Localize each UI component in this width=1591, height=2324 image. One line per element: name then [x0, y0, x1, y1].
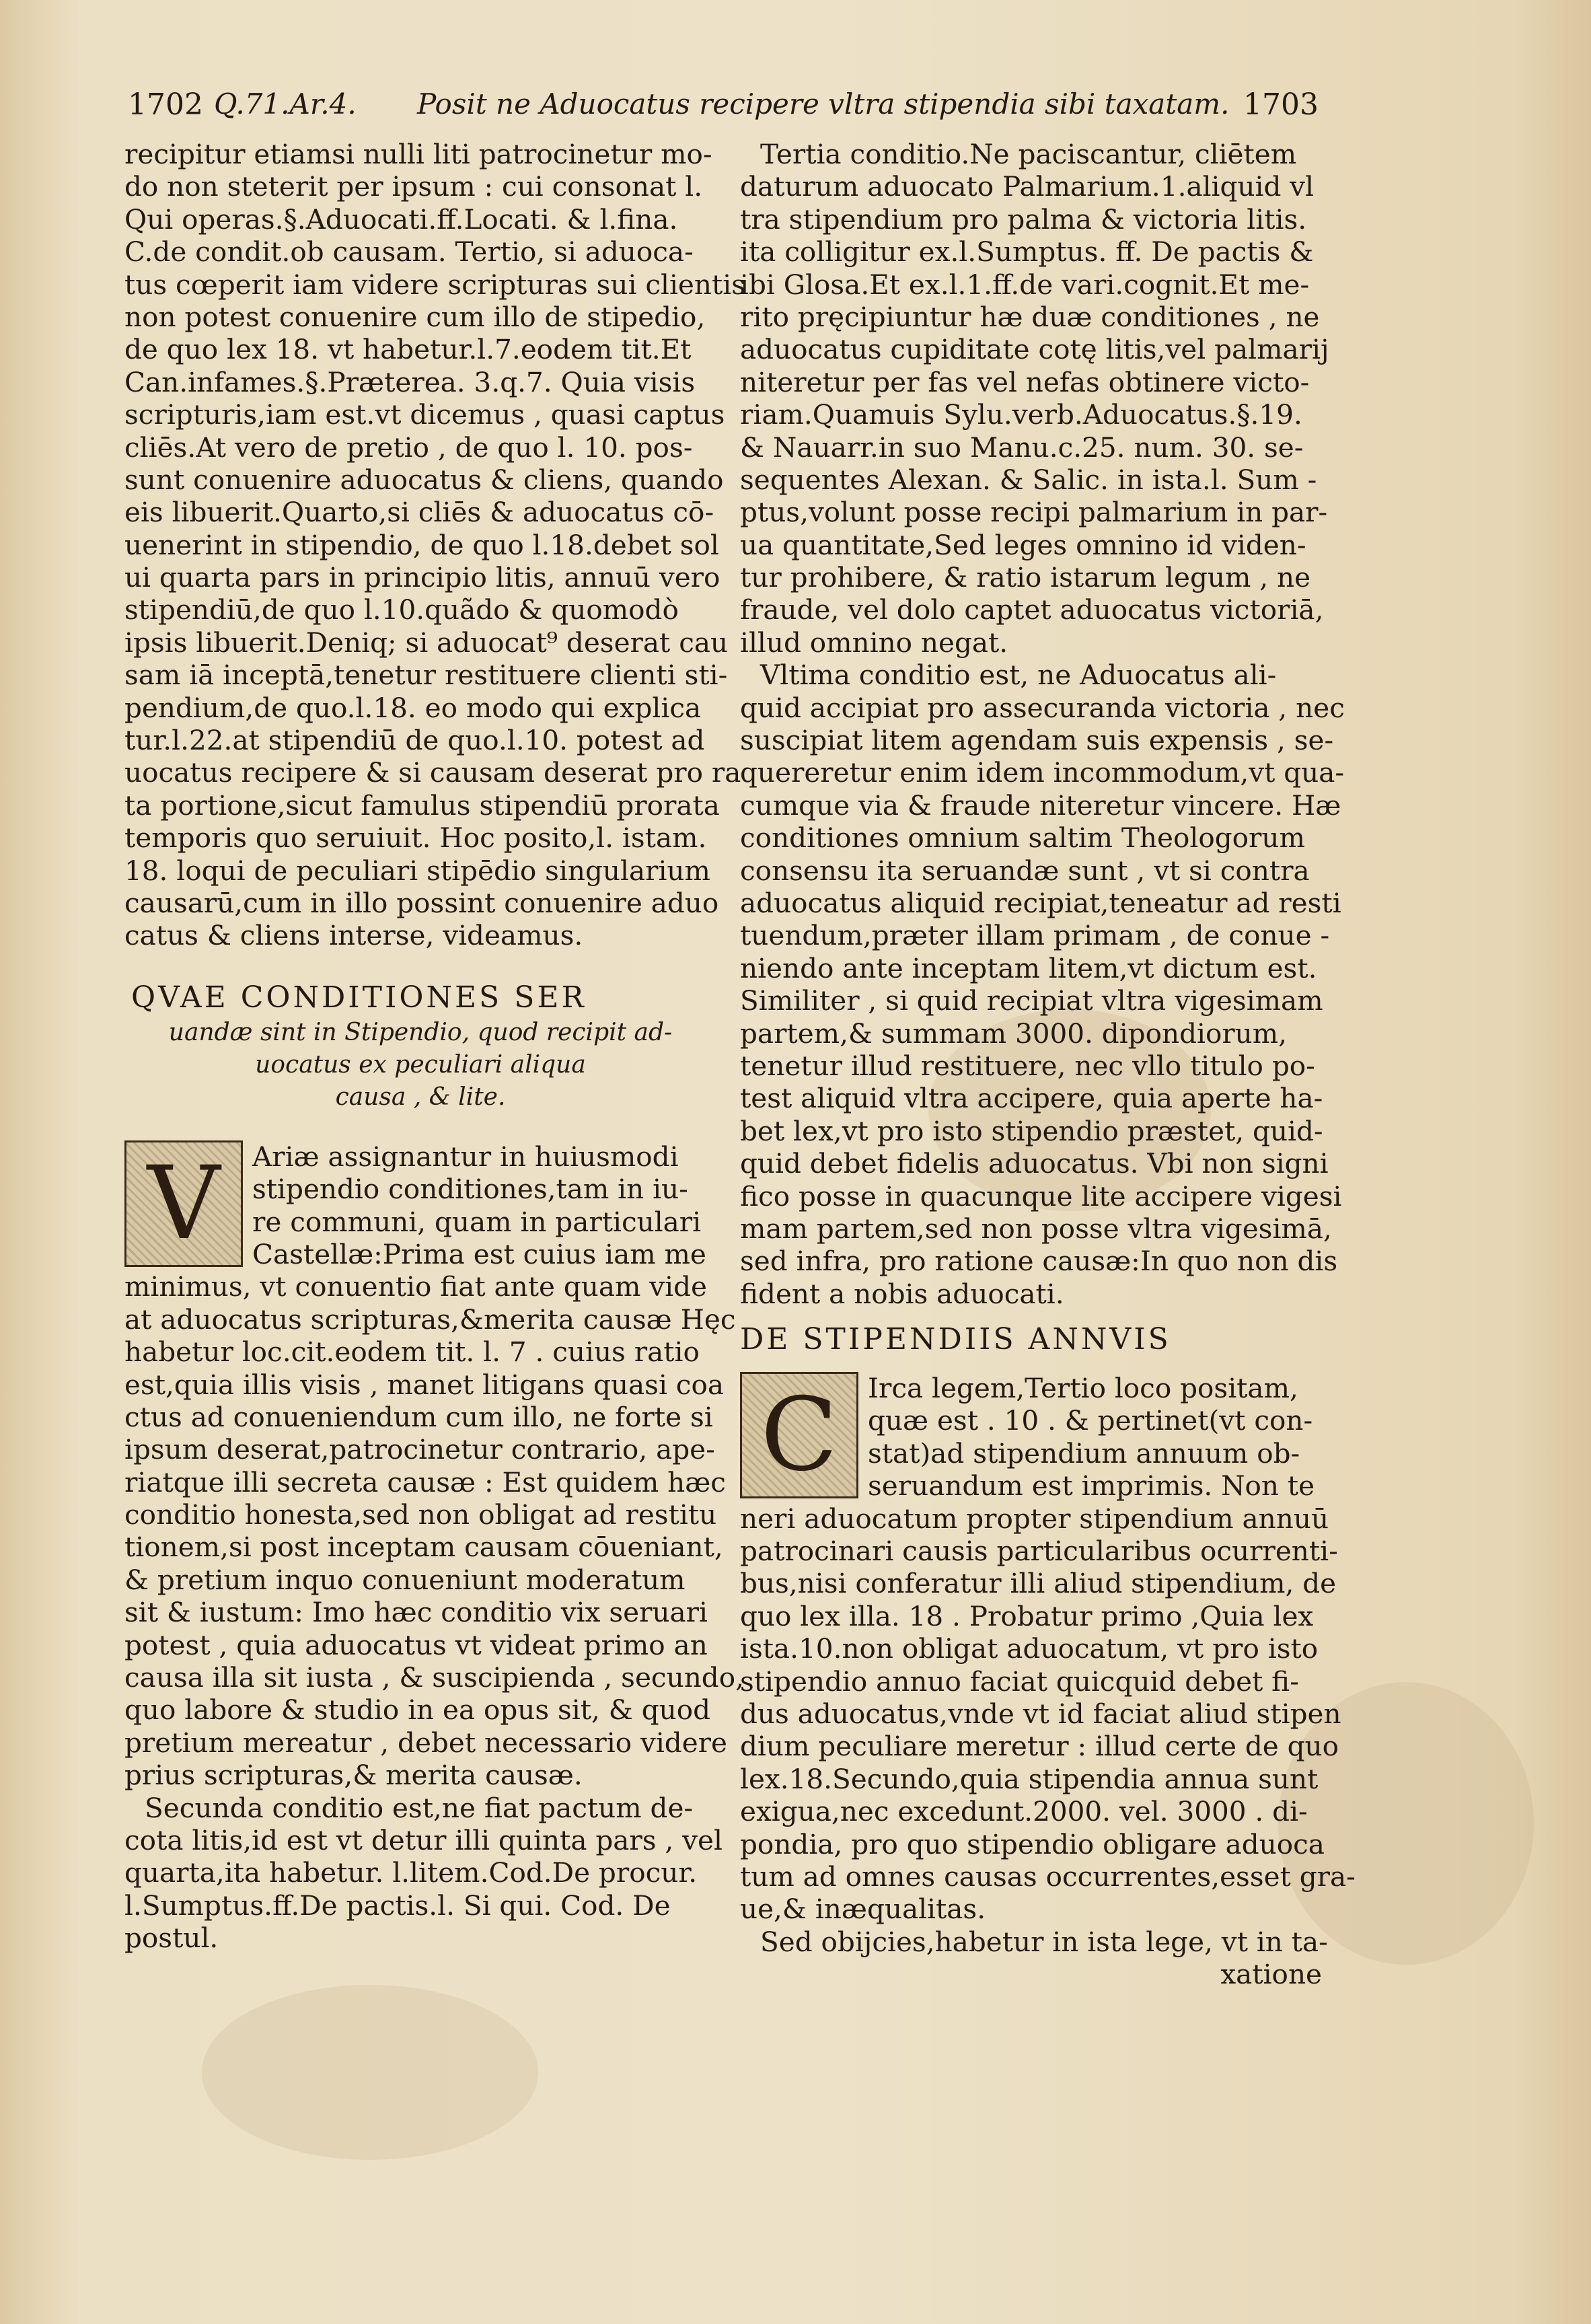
initial-lines — [858, 1372, 1329, 1502]
text-line: pendium,de quo.l.18. eo modo qui explica — [124, 691, 702, 724]
running-title: Posit ne Aduocatus recipere vltra stipendia sibi taxatam. — [417, 87, 1230, 120]
text-line: lex.18.Secundo,quia stipendia annua sunt — [740, 1762, 1319, 1795]
text-line: quid debet fidelis aduocatus. Vbi non signi — [740, 1147, 1329, 1180]
text-line: 18. loqui de peculiari stipēdio singularium — [124, 854, 710, 887]
text-line: sit & iustum: Imo hæc conditio vix seruari — [124, 1596, 708, 1629]
text-line: ui quarta pars in principio litis, annuū vero — [124, 561, 720, 594]
text-line: sam iā inceptā,tenetur restituere clienti sti- — [124, 659, 728, 692]
text-line: pretium mereatur , debet necessario videre — [124, 1726, 728, 1759]
text-line: non potest conuenire cum illo de stipedio, — [124, 300, 706, 333]
text-line: seruandum est imprimis. Non te — [868, 1469, 1315, 1502]
text-line: causarū,cum in illo possint conuenire aduo — [124, 886, 719, 919]
text-line: tuendum,præter illam primam , de conue - — [740, 919, 1330, 952]
text-line: minimus, vt conuentio fiat ante quam vide — [124, 1270, 708, 1303]
text-line: bet lex,vt pro isto stipendio præstet, quid- — [740, 1114, 1323, 1147]
tertia-paragraph — [740, 138, 1329, 659]
text-line: potest , quia aduocatus vt videat primo an — [124, 1628, 708, 1661]
text-line: Qui operas.§.Aduocati.ff.Locati. & l.fina. — [124, 203, 678, 235]
text-line: stipendio annuo faciat quicquid debet fi- — [740, 1665, 1299, 1698]
decorated-initial-v — [124, 1140, 243, 1267]
text-line: uenerint in stipendio, de quo l.18.debet sol — [124, 528, 719, 561]
text-line: aduocatus aliquid recipiat,teneatur ad resti — [740, 886, 1341, 919]
text-line: conditio honesta,sed non obligat ad restitu — [124, 1498, 717, 1531]
text-line: ue,& inæqualitas. — [740, 1893, 986, 1926]
text-line: stipendio conditiones,tam in iu- — [252, 1173, 688, 1206]
text-line: niendo ante inceptam litem,vt dictum est. — [740, 951, 1317, 984]
text-line: recipitur etiamsi nulli liti patrocinetur mo- — [124, 138, 712, 170]
text-line: tionem,si post inceptam causam cōueniant, — [124, 1531, 723, 1564]
folio-left: 1702 — [128, 87, 203, 122]
text-line: quid accipiat pro assecuranda victoria , nec — [740, 691, 1345, 724]
text-line: ipsum deserat,patrocinetur contrario, ape- — [124, 1433, 715, 1466]
left-column — [124, 138, 745, 1955]
text-line: quo lex illa. 18 . Probatur primo ,Quia lex — [740, 1599, 1314, 1632]
text-line: tur prohibere, & ratio istarum legum , ne — [740, 561, 1311, 594]
text-line: dium peculiare meretur : illud certe de quo — [740, 1730, 1339, 1763]
text-line: ipsis libuerit.Deniq; si aduocat⁹ deserat cau — [124, 626, 729, 659]
secunda-paragraph — [124, 1791, 723, 1955]
text-line: pondia, pro quo stipendio obligare aduoca — [740, 1827, 1325, 1860]
text-line: conditiones omnium saltim Theologorum — [740, 822, 1305, 855]
text-line: cliēs.At vero de pretio , de quo l. 10. pos- — [124, 431, 693, 464]
catchword: xatione — [1220, 1958, 1322, 1991]
text-line: ptus,volunt posse recipi palmarium in par- — [740, 496, 1328, 529]
text-line: do non steterit per ipsum : cui consonat l. — [124, 170, 703, 203]
text-line: temporis quo seruiuit. Hoc posito,l. istam. — [124, 822, 707, 855]
text-line: test aliquid vltra accipere, quia aperte ha- — [740, 1082, 1323, 1115]
text-line: sed infra, pro ratione causæ:In quo non dis — [740, 1245, 1338, 1278]
text-line: C.de condit.ob causam. Tertio, si aduoca- — [124, 235, 694, 268]
text-line: prius scripturas,& merita causæ. — [124, 1759, 583, 1792]
text-line: cota litis,id est vt detur illi quinta pars , vel — [124, 1823, 723, 1856]
text-line: eis libuerit.Quarto,si cliēs & aduocatus cō- — [124, 496, 714, 529]
text-line: ua quantitate,Sed leges omnino id viden- — [740, 528, 1306, 561]
left-text-block — [124, 138, 745, 952]
initial-letter: C — [760, 1377, 838, 1494]
text-line: Secunda conditio est,ne fiat pactum de- — [145, 1791, 694, 1824]
subheading-line: uocatus ex peculiari aliqua — [255, 1050, 586, 1079]
text-line: re communi, quam in particulari — [252, 1205, 702, 1238]
section-heading-conditions: QVAE CONDITIONES SER — [131, 980, 587, 1015]
text-line: Irca legem,Tertio loco positam, — [868, 1372, 1298, 1405]
section-heading-stipendiis: DE STIPENDIIS ANNVIS — [740, 1322, 1171, 1357]
text-line: mam partem,sed non posse vltra vigesimā, — [740, 1212, 1332, 1245]
right-text-block — [740, 1502, 1356, 1926]
text-line: postul. — [124, 1922, 219, 1955]
initial-paragraph — [124, 1140, 716, 1271]
text-line: Tertia conditio.Ne paciscantur, cliētem — [760, 138, 1297, 170]
section-subheading — [124, 1017, 716, 1114]
paper-stain — [202, 1985, 538, 2160]
initial-paragraph — [740, 1372, 1329, 1502]
text-line: & Nauarr.in suo Manu.c.25. num. 30. se- — [740, 431, 1304, 464]
text-line: riatque illi secreta causæ : Est quidem hæc — [124, 1465, 726, 1498]
text-line: tra stipendium pro palma & victoria litis. — [740, 203, 1307, 235]
text-line: patrocinari causis particularibus ocurrenti- — [740, 1535, 1338, 1568]
text-line: consensu ita seruandæ sunt , vt si contra — [740, 854, 1310, 887]
text-line: ta portione,sicut famulus stipendiū prorata — [124, 789, 720, 822]
text-line: fico posse in quacunque lite accipere vigesi — [740, 1179, 1342, 1212]
text-line: cumque via & fraude niteretur vincere. Hæ — [740, 789, 1341, 822]
text-line: tenetur illud restituere, nec vllo titulo po- — [740, 1049, 1315, 1082]
decorated-initial-c — [740, 1372, 858, 1498]
text-line: l.Sumptus.ff.De pactis.l. Si qui. Cod. De — [124, 1889, 671, 1922]
running-header — [128, 87, 1319, 135]
text-line: ita colligitur ex.l.Sumptus. ff. De pactis & — [740, 235, 1314, 268]
text-line: riam.Quamuis Sylu.verb.Aduocatus.§.19. — [740, 398, 1302, 431]
text-line: niteretur per fas vel nefas obtinere victo- — [740, 365, 1310, 398]
subheading-line: uandæ sint in Stipendio, quod recipit ad- — [168, 1018, 673, 1046]
text-line: exigua,nec excedunt.2000. vel. 3000 . di- — [740, 1795, 1308, 1828]
text-line: ista.10.non obligat aduocatum, vt pro isto — [740, 1632, 1319, 1665]
text-line: de quo lex 18. vt habetur.l.7.eodem tit.Et — [124, 333, 692, 366]
text-line: & pretium inquo conueniunt moderatum — [124, 1563, 686, 1596]
text-line: quæ est . 10 . & pertinet(vt con- — [868, 1404, 1313, 1437]
text-line: sequentes Alexan. & Salic. in ista.l. Sum - — [740, 463, 1317, 496]
text-line: Vltima conditio est, ne Aduocatus ali- — [760, 659, 1277, 692]
text-line: stipendiū,de quo l.10.quãdo & quomodò — [124, 593, 679, 626]
text-line: scripturis,iam est.vt dicemus , quasi captus — [124, 398, 725, 431]
text-line: est,quia illis visis , manet litigans quasi coa — [124, 1368, 724, 1401]
text-line: quarta,ita habetur. l.litem.Cod.De procur. — [124, 1856, 698, 1889]
text-line: daturum aduocato Palmarium.1.aliquid vl — [740, 170, 1315, 203]
text-line: illud omnino negat. — [740, 626, 1008, 659]
ultima-paragraph — [740, 659, 1345, 1310]
text-line: neri aduocatum propter stipendium annuū — [740, 1502, 1329, 1535]
text-line: quo labore & studio in ea opus sit, & quod — [124, 1694, 711, 1727]
final-paragraph — [740, 1926, 1329, 1958]
question-reference: Q.71.Ar.4. — [214, 87, 357, 120]
text-line: tum ad omnes causas occurrentes,esset gra- — [740, 1860, 1356, 1893]
initial-lines — [243, 1140, 716, 1271]
text-line: catus & cliens interse, videamus. — [124, 919, 583, 952]
left-text-block — [124, 1270, 744, 1792]
text-line: fident a nobis aduocati. — [740, 1277, 1064, 1310]
text-line: quereretur enim idem incommodum,vt qua- — [740, 756, 1345, 789]
text-line: partem,& summam 3000. dipondiorum, — [740, 1017, 1288, 1050]
text-line: ctus ad conueniendum cum illo, ne forte si — [124, 1400, 713, 1433]
text-line: Similiter , si quid recipiat vltra vigesimam — [740, 984, 1323, 1017]
text-line: tus cœperit iam videre scripturas sui clientis — [124, 268, 745, 301]
text-line: Ariæ assignantur in huiusmodi — [252, 1140, 679, 1173]
text-line: dus aduocatus,vnde vt id faciat aliud stipen — [740, 1697, 1341, 1730]
text-line: Sed obijcies,habetur in ista lege, vt in ta- — [760, 1925, 1328, 1958]
right-column — [740, 138, 1356, 1991]
text-line: Castellæ:Prima est cuius iam me — [252, 1237, 706, 1270]
folio-right: 1703 — [1243, 87, 1319, 122]
text-line: causa illa sit iusta , & suscipienda , secundo, — [124, 1661, 744, 1694]
text-line: at aduocatus scripturas,&merita causæ Hęc — [124, 1303, 736, 1336]
text-line: uocatus recipere & si causam deserat pro ra — [124, 756, 741, 789]
text-line: suscipiat litem agendam suis expensis , se- — [740, 724, 1334, 757]
text-line: bus,nisi conferatur illi aliud stipendium, de — [740, 1567, 1337, 1600]
text-line: Can.infames.§.Præterea. 3.q.7. Quia visis — [124, 365, 696, 398]
subheading-line: causa , & lite. — [335, 1083, 506, 1111]
text-line: rito pręcipiuntur hæ duæ conditiones , ne — [740, 300, 1320, 333]
text-line: ibi Glosa.Et ex.l.1.ff.de vari.cognit.Et me- — [740, 268, 1310, 301]
text-line: habetur loc.cit.eodem tit. l. 7 . cuius ratio — [124, 1336, 700, 1369]
initial-letter: V — [147, 1145, 221, 1262]
text-line: aduocatus cupiditate cotę litis,vel palmarij — [740, 333, 1329, 366]
text-line: sunt conuenire aduocatus & cliens, quando — [124, 463, 724, 496]
text-line: tur.l.22.at stipendiū de quo.l.10. potest ad — [124, 724, 705, 757]
text-line: stat)ad stipendium annuum ob- — [868, 1437, 1300, 1469]
text-line: fraude, vel dolo captet aduocatus victoriā, — [740, 593, 1324, 626]
